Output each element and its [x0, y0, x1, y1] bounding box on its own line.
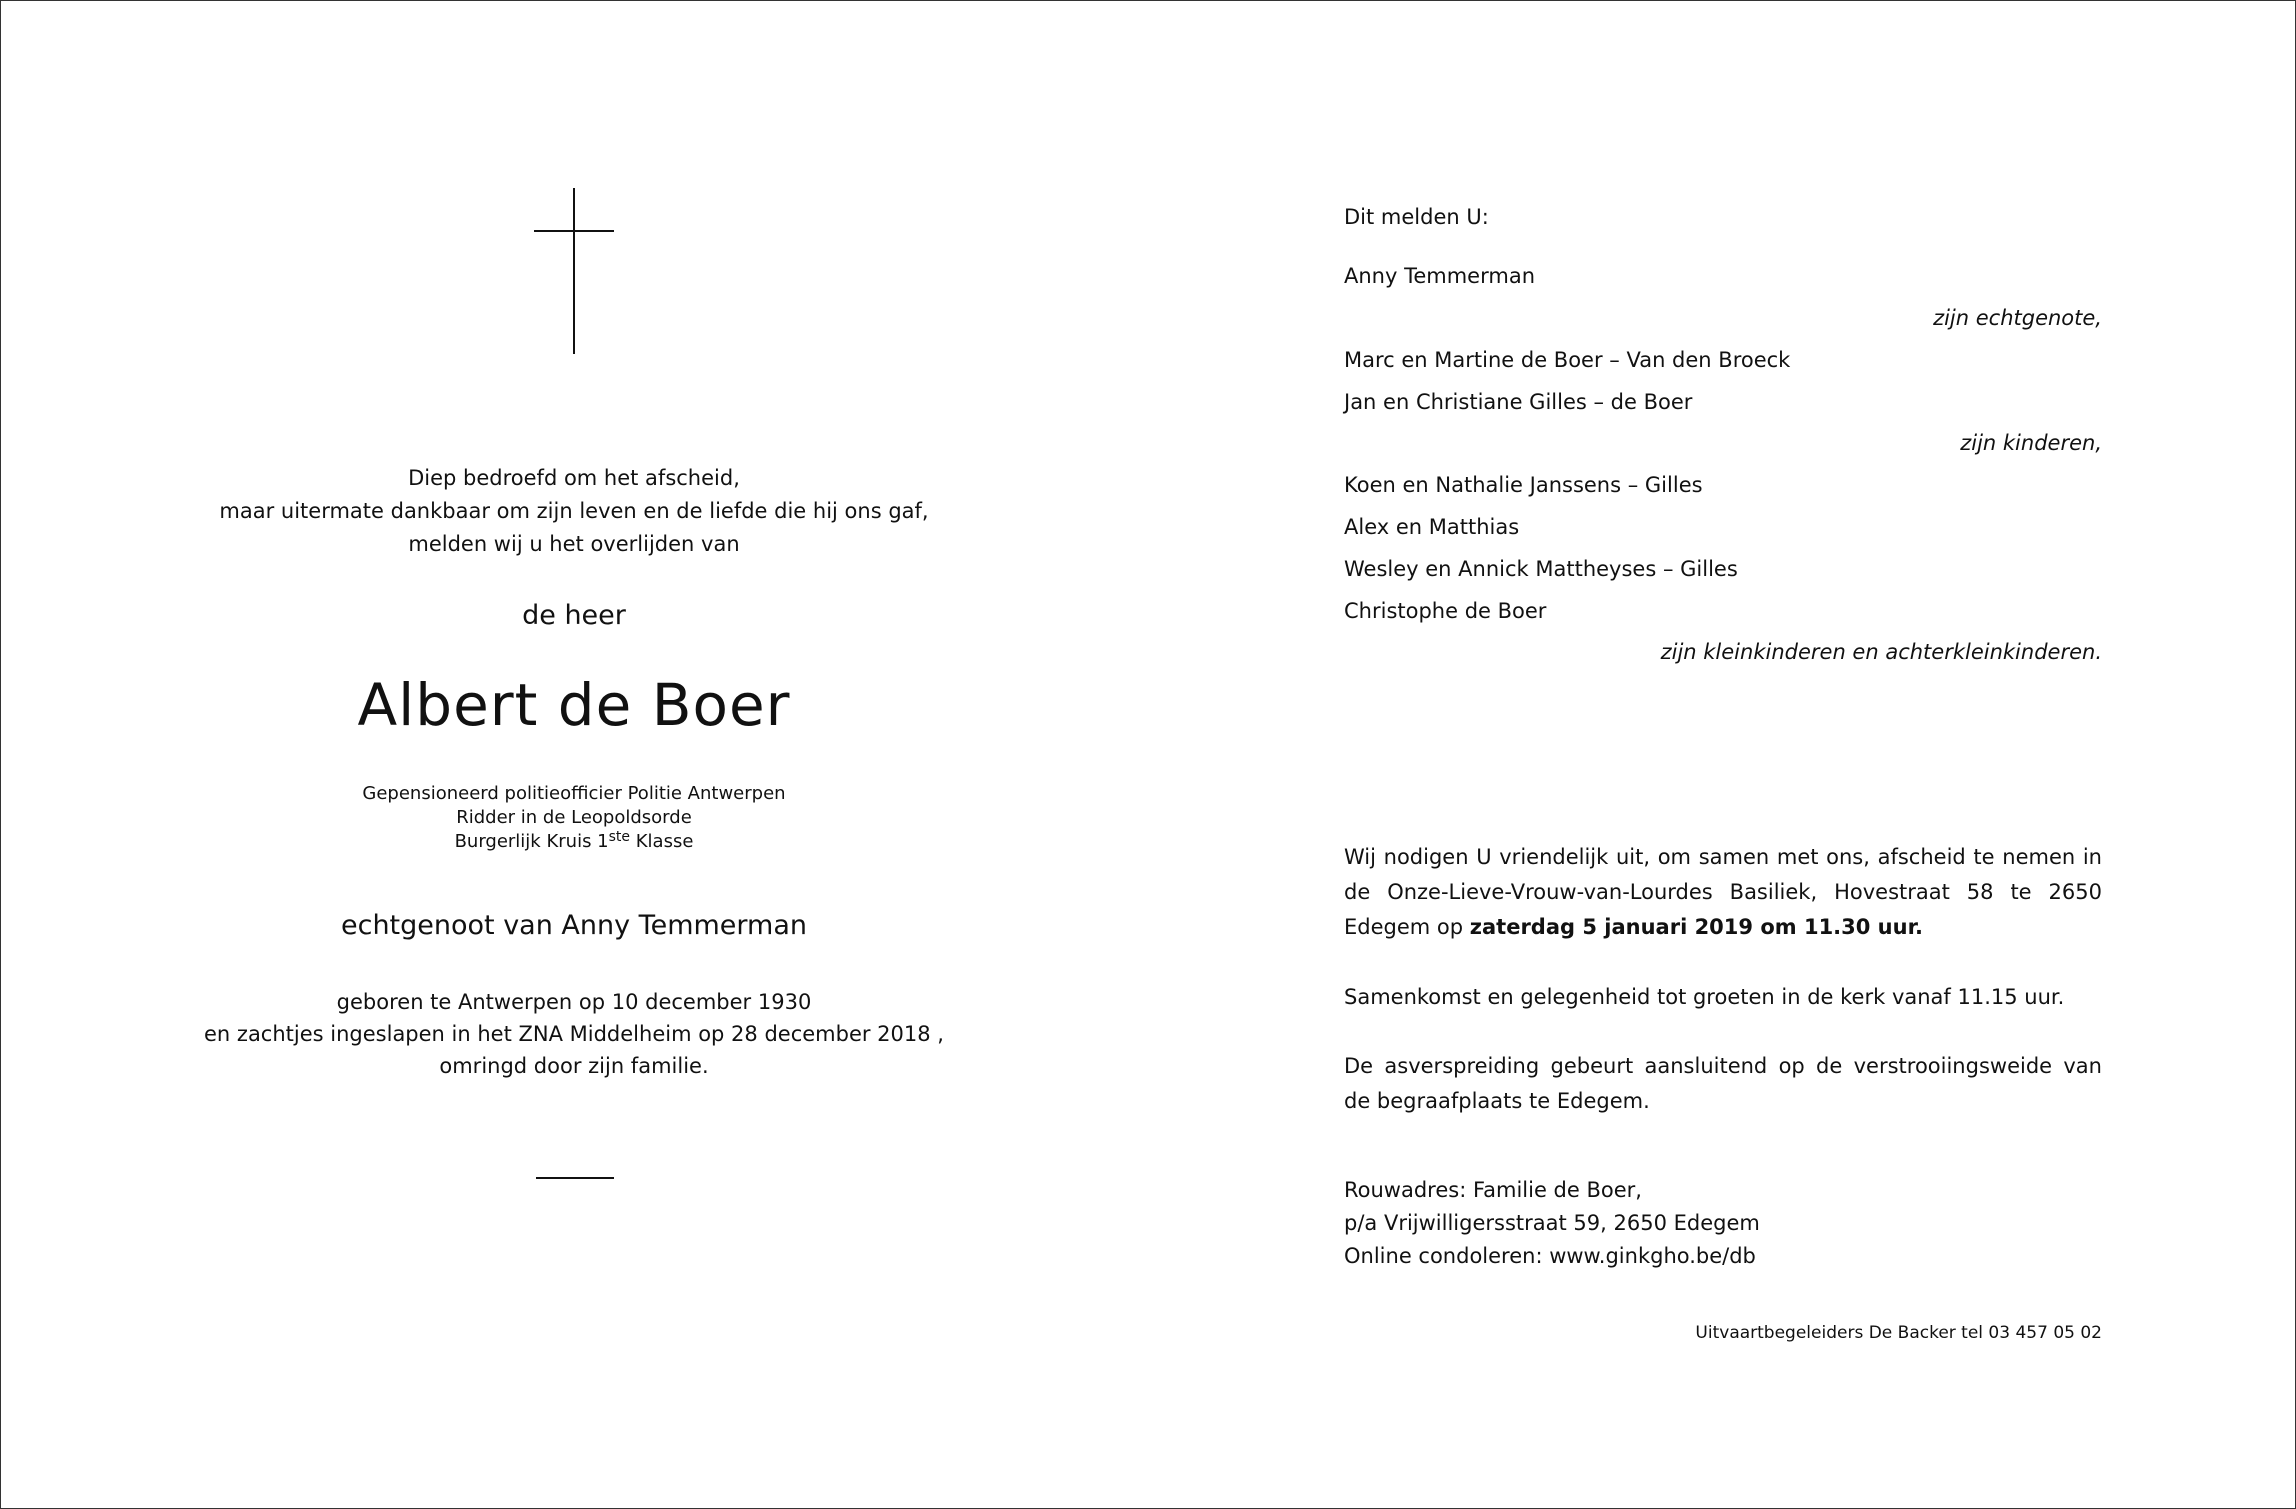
family-member: Christophe de Boer	[1344, 599, 1547, 623]
family-member: Marc en Martine de Boer – Van den Broeck	[1344, 348, 1791, 372]
family-role: zijn kleinkinderen en achterkleinkinderen.	[1660, 640, 2102, 664]
contact-block	[1344, 1174, 1760, 1273]
family-member: Jan en Christiane Gilles – de Boer	[1344, 390, 1693, 414]
honorific: de heer	[522, 600, 626, 631]
intro-line: Diep bedroefd om het afscheid,	[408, 466, 740, 490]
bio-line: omringd door zijn familie.	[439, 1054, 709, 1078]
family-role: zijn kinderen,	[1960, 431, 2102, 455]
honour-line: Burgerlijk Kruis 1ste Klasse	[454, 829, 694, 852]
ceremony-date: zaterdag 5 januari 2019 om 11.30 uur.	[1469, 915, 1923, 939]
divider	[536, 1177, 614, 1179]
honour-line: Gepensioneerd politieofficier Politie Antwerpen	[362, 783, 786, 804]
bio-line: geboren te Antwerpen op 10 december 1930	[336, 990, 812, 1014]
contact-line: Online condoleren: www.ginkgho.be/db	[1344, 1244, 1756, 1268]
deceased-name: Albert de Boer	[357, 671, 791, 739]
funeral-director: Uitvaartbegeleiders De Backer tel 03 457 05 02	[1695, 1323, 2102, 1343]
family-member: Koen en Nathalie Janssens – Gilles	[1344, 473, 1703, 497]
family-role: zijn echtgenote,	[1933, 306, 2102, 330]
right-panel	[1344, 0, 2102, 1509]
intro-line: maar uitermate dankbaar om zijn leven en de liefde die hij ons gaf,	[219, 499, 929, 523]
gathering-text: Samenkomst en gelegenheid tot groeten in de kerk vanaf 11.15 uur.	[1344, 985, 2065, 1009]
ashes-text: De asverspreiding gebeurt aansluitend op de verstrooiingsweide van de begraafplaats te Edegem.	[1344, 1054, 2102, 1113]
family-member: Alex en Matthias	[1344, 515, 1520, 539]
honours	[0, 782, 1148, 854]
bio-text	[0, 986, 1148, 1082]
intro-text	[0, 462, 1148, 561]
family-member: Anny Temmerman	[1344, 264, 1535, 288]
bio-line: en zachtjes ingeslapen in het ZNA Middelheim op 28 december 2018 ,	[204, 1022, 944, 1046]
invitation-text: Wij nodigen U vriendelijk uit, om samen met ons, afscheid te nemen in de Onze-Lieve-Vrouw-van-Lourdes Basiliek, Hovestraat 58 te 2650 Edegem op zaterdag 5 januari 2019 om 11.30 uur.	[1344, 845, 2102, 939]
family-member: Wesley en Annick Mattheyses – Gilles	[1344, 557, 1738, 581]
honour-line: Ridder in de Leopoldsorde	[456, 807, 692, 828]
spouse-line: echtgenoot van Anny Temmerman	[340, 910, 807, 941]
intro-line: melden wij u het overlijden van	[408, 532, 740, 556]
announce-heading: Dit melden U:	[1344, 205, 1489, 229]
contact-line: p/a Vrijwilligersstraat 59, 2650 Edegem	[1344, 1211, 1760, 1235]
contact-line: Rouwadres: Familie de Boer,	[1344, 1178, 1642, 1202]
cross-icon	[534, 188, 614, 354]
